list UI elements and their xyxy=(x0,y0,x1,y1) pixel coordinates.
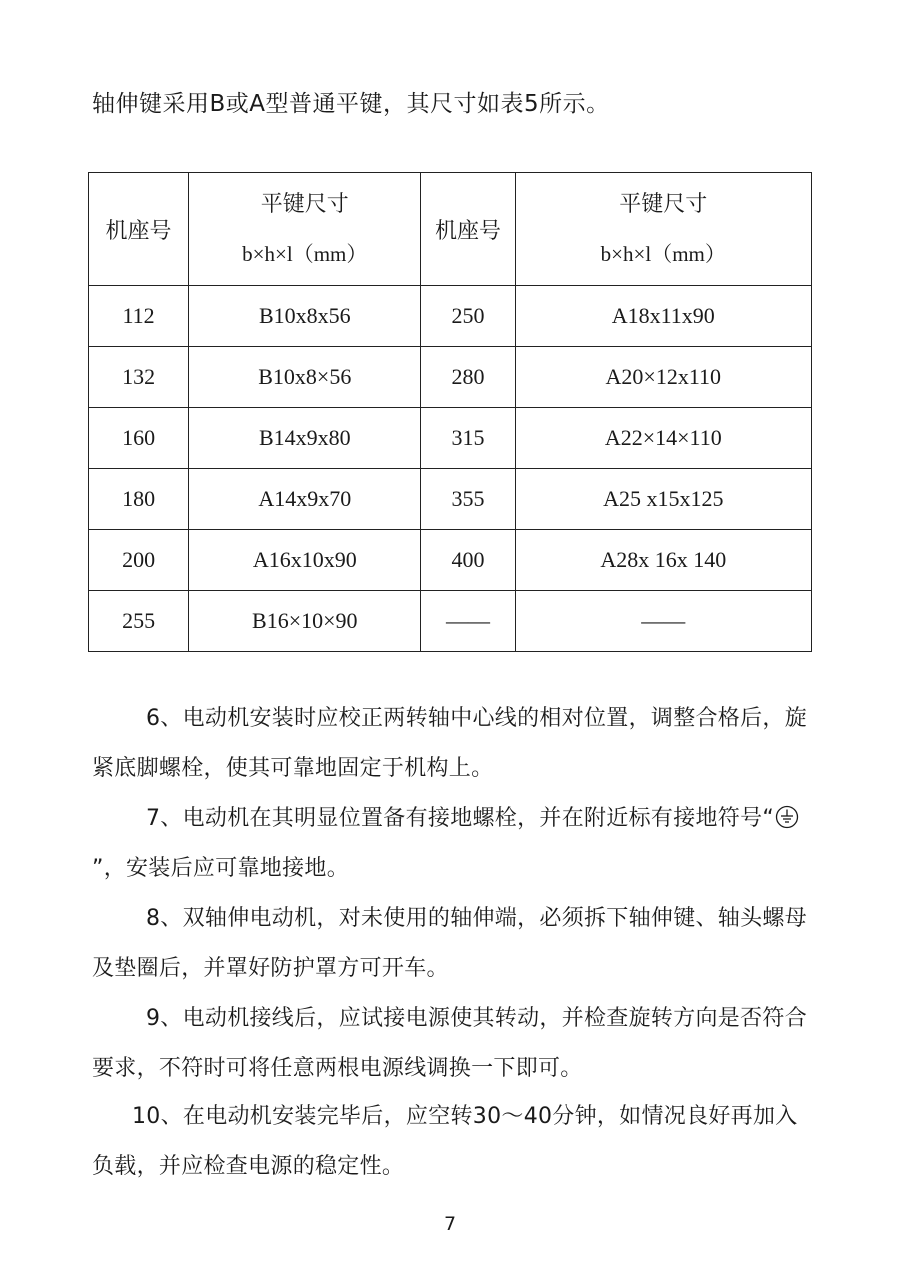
cell-frame: 200 xyxy=(89,530,189,591)
cell-key: B14x9x80 xyxy=(189,408,421,469)
header-key-size-title: 平键尺寸 xyxy=(260,192,349,217)
cell-key: A28x 16x 140 xyxy=(515,530,811,591)
header-key-size-2 xyxy=(515,173,811,286)
header-frame-no-2: 机座号 xyxy=(421,173,515,286)
cell-frame: 112 xyxy=(89,286,189,347)
table-row xyxy=(89,286,812,347)
paragraph-7 xyxy=(92,794,812,894)
header-key-size-unit-2: b×h×l（mm） xyxy=(600,242,726,266)
table-row xyxy=(89,347,812,408)
header-key-size xyxy=(189,173,421,286)
paragraph-10: 10、在电动机安装完毕后，应空转30～40分钟，如情况良好再加入负载，并应检查电源的稳定性。 xyxy=(92,1104,798,1179)
table-row xyxy=(89,591,812,652)
paragraph-9: 9、电动机接线后，应试接电源使其转动，并检查旋转方向是否符合要求，不符时可将任意两根电源线调换一下即可。 xyxy=(92,1006,807,1081)
header-key-size-title-2: 平键尺寸 xyxy=(619,192,708,217)
table-header-row xyxy=(89,173,812,286)
paragraph-7-text-b: ”，安装后应可靠地接地。 xyxy=(92,856,349,881)
cell-frame: 132 xyxy=(89,347,189,408)
cell-frame: 160 xyxy=(89,408,189,469)
ground-symbol-icon xyxy=(775,805,799,829)
intro-text: 轴伸键采用B或A型普通平键，其尺寸如表5所示。 xyxy=(92,91,610,117)
header-key-size-unit: b×h×l（mm） xyxy=(242,242,368,266)
cell-frame: 400 xyxy=(421,530,515,591)
cell-key: —— xyxy=(515,591,811,652)
table-row xyxy=(89,408,812,469)
cell-key: A14x9x70 xyxy=(189,469,421,530)
cell-key: A25 x15x125 xyxy=(515,469,811,530)
cell-frame: 180 xyxy=(89,469,189,530)
paragraph-8: 8、双轴伸电动机，对未使用的轴伸端，必须拆下轴伸键、轴头螺母及垫圈后，并罩好防护罩方可开车。 xyxy=(92,906,807,981)
cell-frame: 355 xyxy=(421,469,515,530)
header-frame-no: 机座号 xyxy=(89,173,189,286)
cell-frame: 255 xyxy=(89,591,189,652)
paragraph-7-text-a: 7、电动机在其明显位置备有接地螺栓，并在附近标有接地符号“ xyxy=(146,806,775,831)
cell-key: B10x8x56 xyxy=(189,286,421,347)
cell-frame: 250 xyxy=(421,286,515,347)
table-row xyxy=(89,530,812,591)
table-row xyxy=(89,469,812,530)
cell-key: A18x11x90 xyxy=(515,286,811,347)
cell-key: A16x10x90 xyxy=(189,530,421,591)
cell-frame: —— xyxy=(421,591,515,652)
cell-key: B16×10×90 xyxy=(189,591,421,652)
page-number: 7 xyxy=(443,1213,457,1235)
cell-key: A22×14×110 xyxy=(515,408,811,469)
cell-frame: 280 xyxy=(421,347,515,408)
cell-frame: 315 xyxy=(421,408,515,469)
cell-key: B10x8×56 xyxy=(189,347,421,408)
key-size-table xyxy=(88,172,812,652)
paragraph-6: 6、电动机安装时应校正两转轴中心线的相对位置，调整合格后，旋紧底脚螺栓，使其可靠地固定于机构上。 xyxy=(92,706,807,781)
cell-key: A20×12x110 xyxy=(515,347,811,408)
